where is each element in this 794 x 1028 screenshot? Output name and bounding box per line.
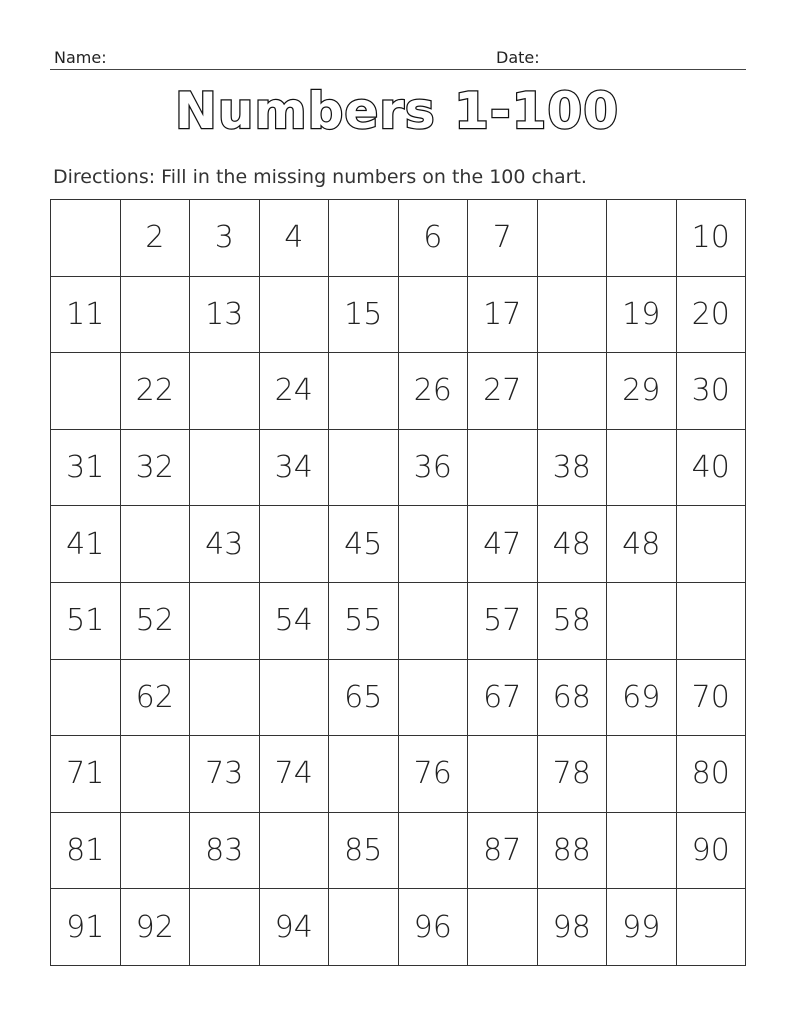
chart-cell-blank[interactable] [121,813,191,890]
chart-cell-blank[interactable] [607,430,677,507]
chart-cell-number: 70 [677,660,747,737]
chart-cell-blank[interactable] [538,200,608,277]
chart-cell-number: 52 [121,583,191,660]
chart-cell-blank[interactable] [51,200,121,277]
chart-cell-number: 99 [607,889,677,966]
chart-cell-number: 68 [538,660,608,737]
chart-cell-number: 29 [607,353,677,430]
chart-cell-number: 91 [51,889,121,966]
chart-cell-number: 96 [399,889,469,966]
chart-cell-blank[interactable] [190,353,260,430]
chart-cell-number: 94 [260,889,330,966]
chart-cell-number: 6 [399,200,469,277]
chart-cell-number: 73 [190,736,260,813]
chart-cell-blank[interactable] [538,277,608,354]
chart-cell-blank[interactable] [260,813,330,890]
chart-cell-number: 41 [51,506,121,583]
chart-cell-number: 31 [51,430,121,507]
chart-cell-blank[interactable] [329,200,399,277]
chart-cell-number: 19 [607,277,677,354]
chart-cell-number: 76 [399,736,469,813]
chart-cell-number: 43 [190,506,260,583]
chart-cell-number: 40 [677,430,747,507]
chart-cell-blank[interactable] [190,660,260,737]
chart-cell-blank[interactable] [260,277,330,354]
chart-cell-number: 30 [677,353,747,430]
chart-cell-number: 7 [468,200,538,277]
chart-cell-blank[interactable] [190,583,260,660]
chart-cell-number: 80 [677,736,747,813]
chart-cell-blank[interactable] [607,813,677,890]
chart-cell-number: 20 [677,277,747,354]
chart-cell-blank[interactable] [329,889,399,966]
chart-cell-blank[interactable] [121,277,191,354]
chart-cell-blank[interactable] [607,583,677,660]
chart-cell-number: 11 [51,277,121,354]
chart-cell-blank[interactable] [329,353,399,430]
chart-cell-number: 51 [51,583,121,660]
name-date-line [50,46,746,70]
date-label: Date: [496,48,540,67]
chart-cell-blank[interactable] [260,660,330,737]
name-label: Name: [54,48,107,67]
chart-cell-blank[interactable] [607,200,677,277]
chart-cell-blank[interactable] [399,660,469,737]
chart-cell-blank[interactable] [399,583,469,660]
chart-cell-number: 58 [538,583,608,660]
chart-cell-number: 13 [190,277,260,354]
chart-cell-blank[interactable] [329,736,399,813]
hundred-chart [50,199,746,966]
chart-cell-blank[interactable] [468,430,538,507]
page-title: Numbers 1-100 [175,82,619,140]
chart-cell-number: 85 [329,813,399,890]
chart-cell-number: 2 [121,200,191,277]
chart-cell-blank[interactable] [399,506,469,583]
chart-cell-number: 87 [468,813,538,890]
chart-cell-blank[interactable] [121,506,191,583]
chart-cell-blank[interactable] [677,583,747,660]
chart-cell-blank[interactable] [607,736,677,813]
chart-cell-number: 17 [468,277,538,354]
chart-cell-blank[interactable] [677,506,747,583]
chart-cell-blank[interactable] [121,736,191,813]
chart-cell-number: 3 [190,200,260,277]
chart-cell-blank[interactable] [260,506,330,583]
chart-cell-number: 78 [538,736,608,813]
chart-cell-number: 98 [538,889,608,966]
chart-cell-number: 69 [607,660,677,737]
chart-cell-number: 83 [190,813,260,890]
chart-cell-number: 10 [677,200,747,277]
chart-cell-blank[interactable] [677,889,747,966]
chart-cell-number: 45 [329,506,399,583]
chart-cell-number: 26 [399,353,469,430]
chart-cell-number: 90 [677,813,747,890]
chart-cell-number: 48 [607,506,677,583]
chart-cell-number: 15 [329,277,399,354]
chart-cell-number: 57 [468,583,538,660]
chart-cell-blank[interactable] [190,430,260,507]
chart-cell-number: 65 [329,660,399,737]
chart-cell-number: 34 [260,430,330,507]
chart-cell-blank[interactable] [399,277,469,354]
chart-cell-number: 22 [121,353,191,430]
chart-cell-number: 74 [260,736,330,813]
chart-cell-blank[interactable] [51,660,121,737]
chart-cell-number: 32 [121,430,191,507]
chart-cell-number: 48 [538,506,608,583]
chart-cell-number: 36 [399,430,469,507]
chart-cell-blank[interactable] [51,353,121,430]
chart-cell-number: 92 [121,889,191,966]
chart-cell-number: 47 [468,506,538,583]
chart-cell-number: 71 [51,736,121,813]
chart-cell-number: 38 [538,430,608,507]
chart-cell-blank[interactable] [468,889,538,966]
chart-cell-number: 24 [260,353,330,430]
chart-cell-blank[interactable] [399,813,469,890]
chart-cell-blank[interactable] [468,736,538,813]
chart-cell-number: 62 [121,660,191,737]
chart-cell-number: 55 [329,583,399,660]
chart-cell-number: 67 [468,660,538,737]
chart-cell-number: 4 [260,200,330,277]
chart-cell-blank[interactable] [190,889,260,966]
chart-cell-number: 88 [538,813,608,890]
chart-cell-blank[interactable] [329,430,399,507]
chart-cell-number: 27 [468,353,538,430]
chart-cell-blank[interactable] [538,353,608,430]
chart-cell-number: 54 [260,583,330,660]
directions: Directions: Fill in the missing numbers on the 100 chart. [53,166,587,188]
chart-cell-number: 81 [51,813,121,890]
